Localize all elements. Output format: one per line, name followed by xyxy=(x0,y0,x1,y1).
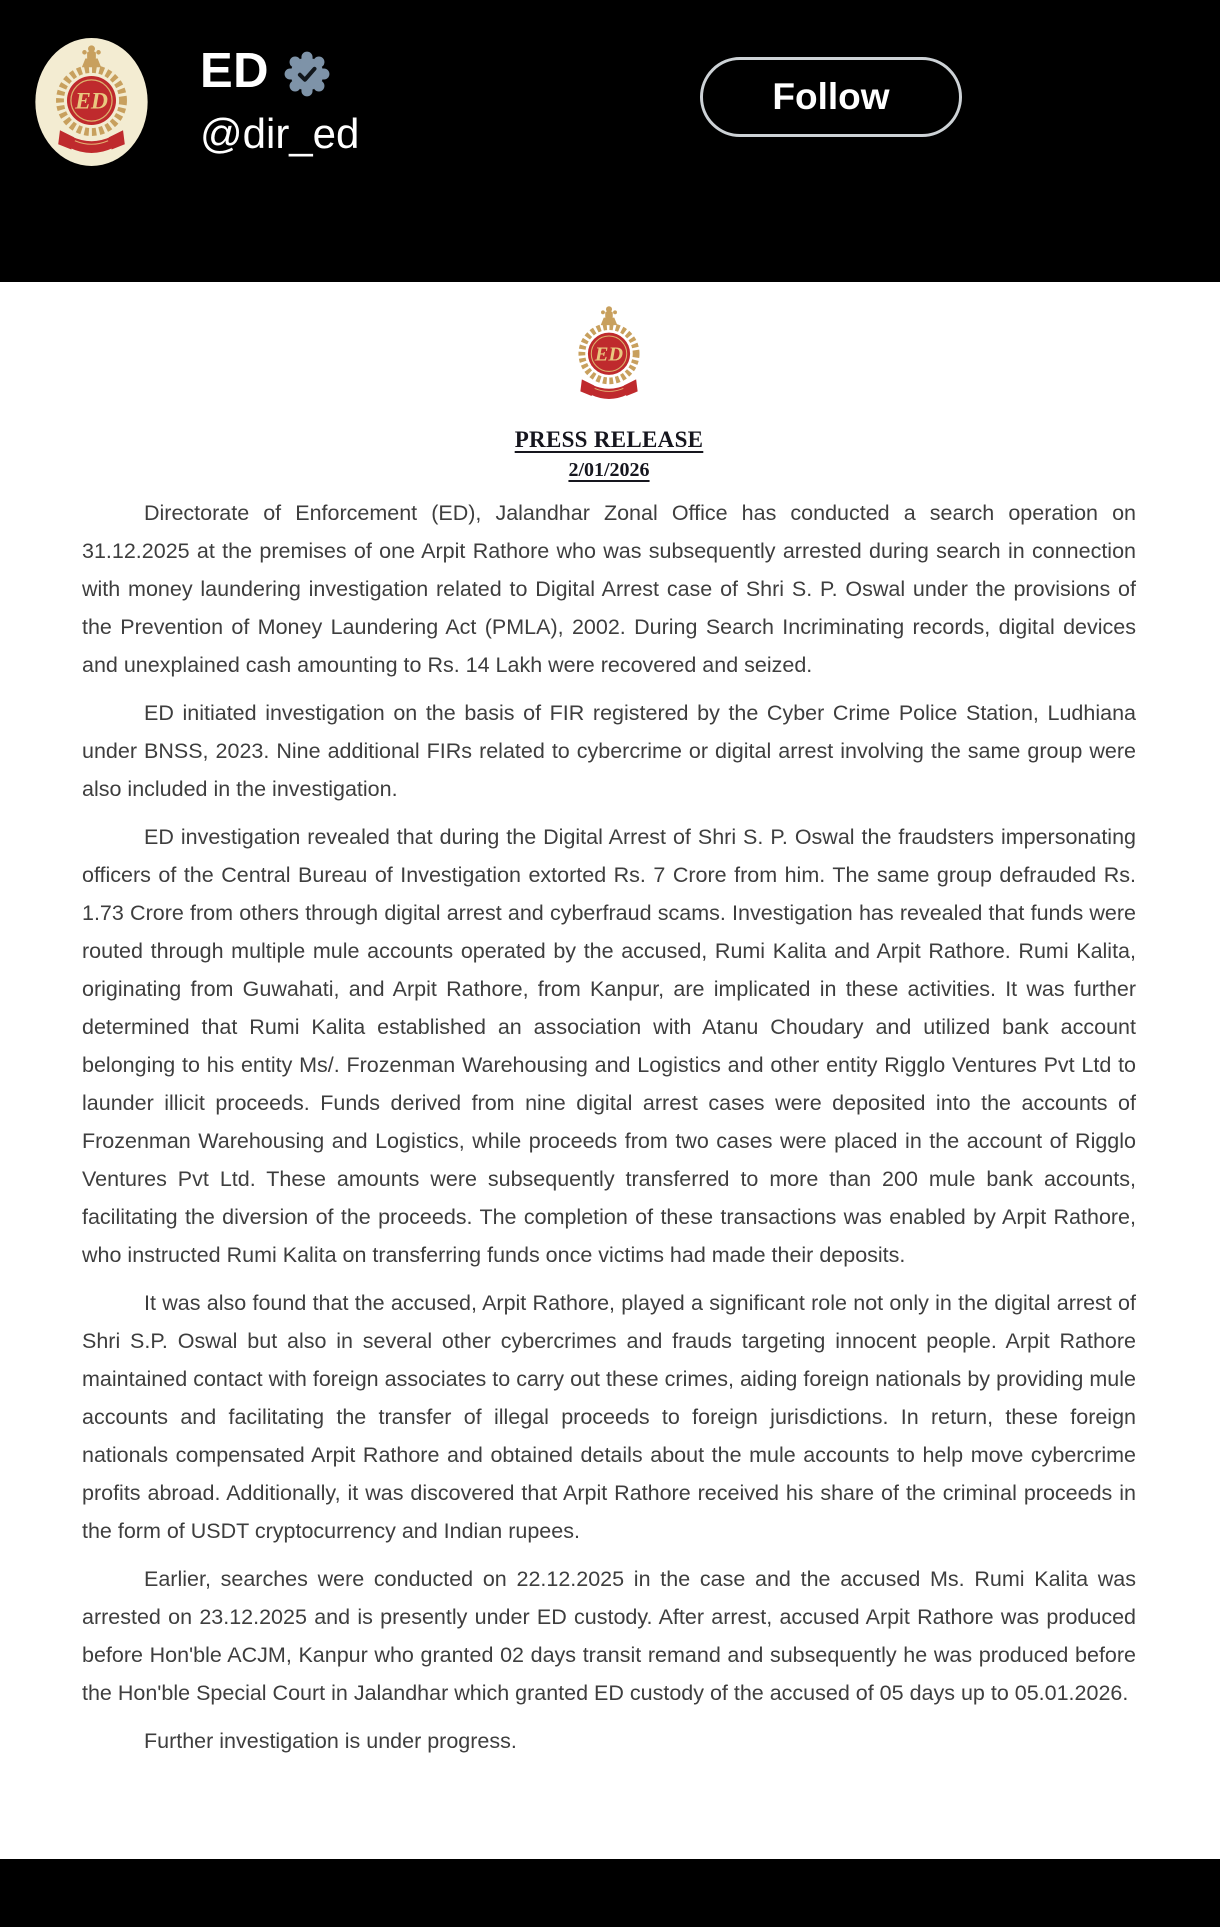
press-release-paragraph: Earlier, searches were conducted on 22.12.2025 in the case and the accused Ms. Rumi Kalita was arrested on 23.12.2025 and is presently under ED custody. After arrest, accused Arpit Rathore was produced before Hon'ble ACJM, Kanpur who granted 02 days transit remand and subsequently he was produced before the Hon'ble Special Court in Jalandhar which granted ED custody of the accused of 05 days up to 05.01.2026. xyxy=(82,1567,1136,1705)
press-release-closing-line: Further investigation is under progress. xyxy=(144,1729,517,1753)
press-release-paragraph: ED initiated investigation on the basis of FIR registered by the Cyber Crime Police Station, Ludhiana under BNSS, 2023. Nine additional FIRs related to cybercrime or digital arrest involving the same group were also included in the investigation. xyxy=(82,701,1136,801)
document-emblem-wrap xyxy=(82,304,1136,413)
press-release-title: PRESS RELEASE xyxy=(514,427,704,452)
verified-badge-icon xyxy=(284,51,330,97)
press-release-date: 2/01/2026 xyxy=(568,459,650,481)
post-header xyxy=(0,0,1220,282)
press-release-document xyxy=(0,282,1220,1859)
profile-id-block xyxy=(200,46,359,155)
press-release-paragraph: Directorate of Enforcement (ED), Jalandhar Zonal Office has conducted a search operation on 31.12.2025 at the premises of one Arpit Rathore who was subsequently arrested during search in connection with money laundering investigation related to Digital Arrest case of Shri S. P. Oswal under the provisions of the Prevention of Money Laundering Act (PMLA), 2002. During Search Incriminating records, digital devices and unexplained cash amounting to Rs. 14 Lakh were recovered and seized. xyxy=(82,501,1136,677)
ed-emblem-icon xyxy=(571,304,647,408)
bottom-letterbox-bar xyxy=(0,1859,1220,1927)
profile-avatar[interactable] xyxy=(35,38,148,166)
press-release-paragraph: ED investigation revealed that during the Digital Arrest of Shri S. P. Oswal the fraudsters impersonating officers of the Central Bureau of Investigation extorted Rs. 7 Crore from him. The same group defrauded Rs. 1.73 Crore from others through digital arrest and cyberfraud scams. Investigation has revealed that funds were routed through multiple mule accounts operated by the accused, Rumi Kalita and Arpit Rathore. Rumi Kalita, originating from Guwahati, and Arpit Rathore, from Kanpur, are implicated in these activities. It was further determined that Rumi Kalita established an association with Atanu Choudary and utilized bank account belonging to his entity Ms/. Frozenman Warehousing and Logistics and other entity Rigglo Ventures Pvt Ltd to launder illicit proceeds. Funds derived from nine digital arrest cases were deposited into the accounts of Frozenman Warehousing and Logistics, while proceeds from two cases were placed in the account of Rigglo Ventures Pvt Ltd. These amounts were subsequently transferred to more than 200 mule bank accounts, facilitating the diversion of the proceeds. The completion of these transactions was enabled by Arpit Rathore, who instructed Rumi Kalita on transferring funds once victims had made their deposits. xyxy=(82,825,1136,1267)
follow-button[interactable]: Follow xyxy=(700,57,962,137)
profile-handle[interactable]: @dir_ed xyxy=(200,110,360,157)
profile-display-name[interactable]: ED xyxy=(200,44,270,98)
press-release-paragraph: It was also found that the accused, Arpit Rathore, played a significant role not only in the digital arrest of Shri S.P. Oswal but also in several other cybercrimes and frauds targeting innocent people. Arpit Rathore maintained contact with foreign associates to carry out these crimes, aiding foreign nationals by providing mule accounts and facilitating the transfer of illegal proceeds to foreign jurisdictions. In return, these foreign nationals compensated Arpit Rathore and obtained details about the mule accounts to help move cybercrime profits abroad. Additionally, it was discovered that Arpit Rathore received his share of the criminal proceeds in the form of USDT cryptocurrency and Indian rupees. xyxy=(82,1291,1136,1543)
